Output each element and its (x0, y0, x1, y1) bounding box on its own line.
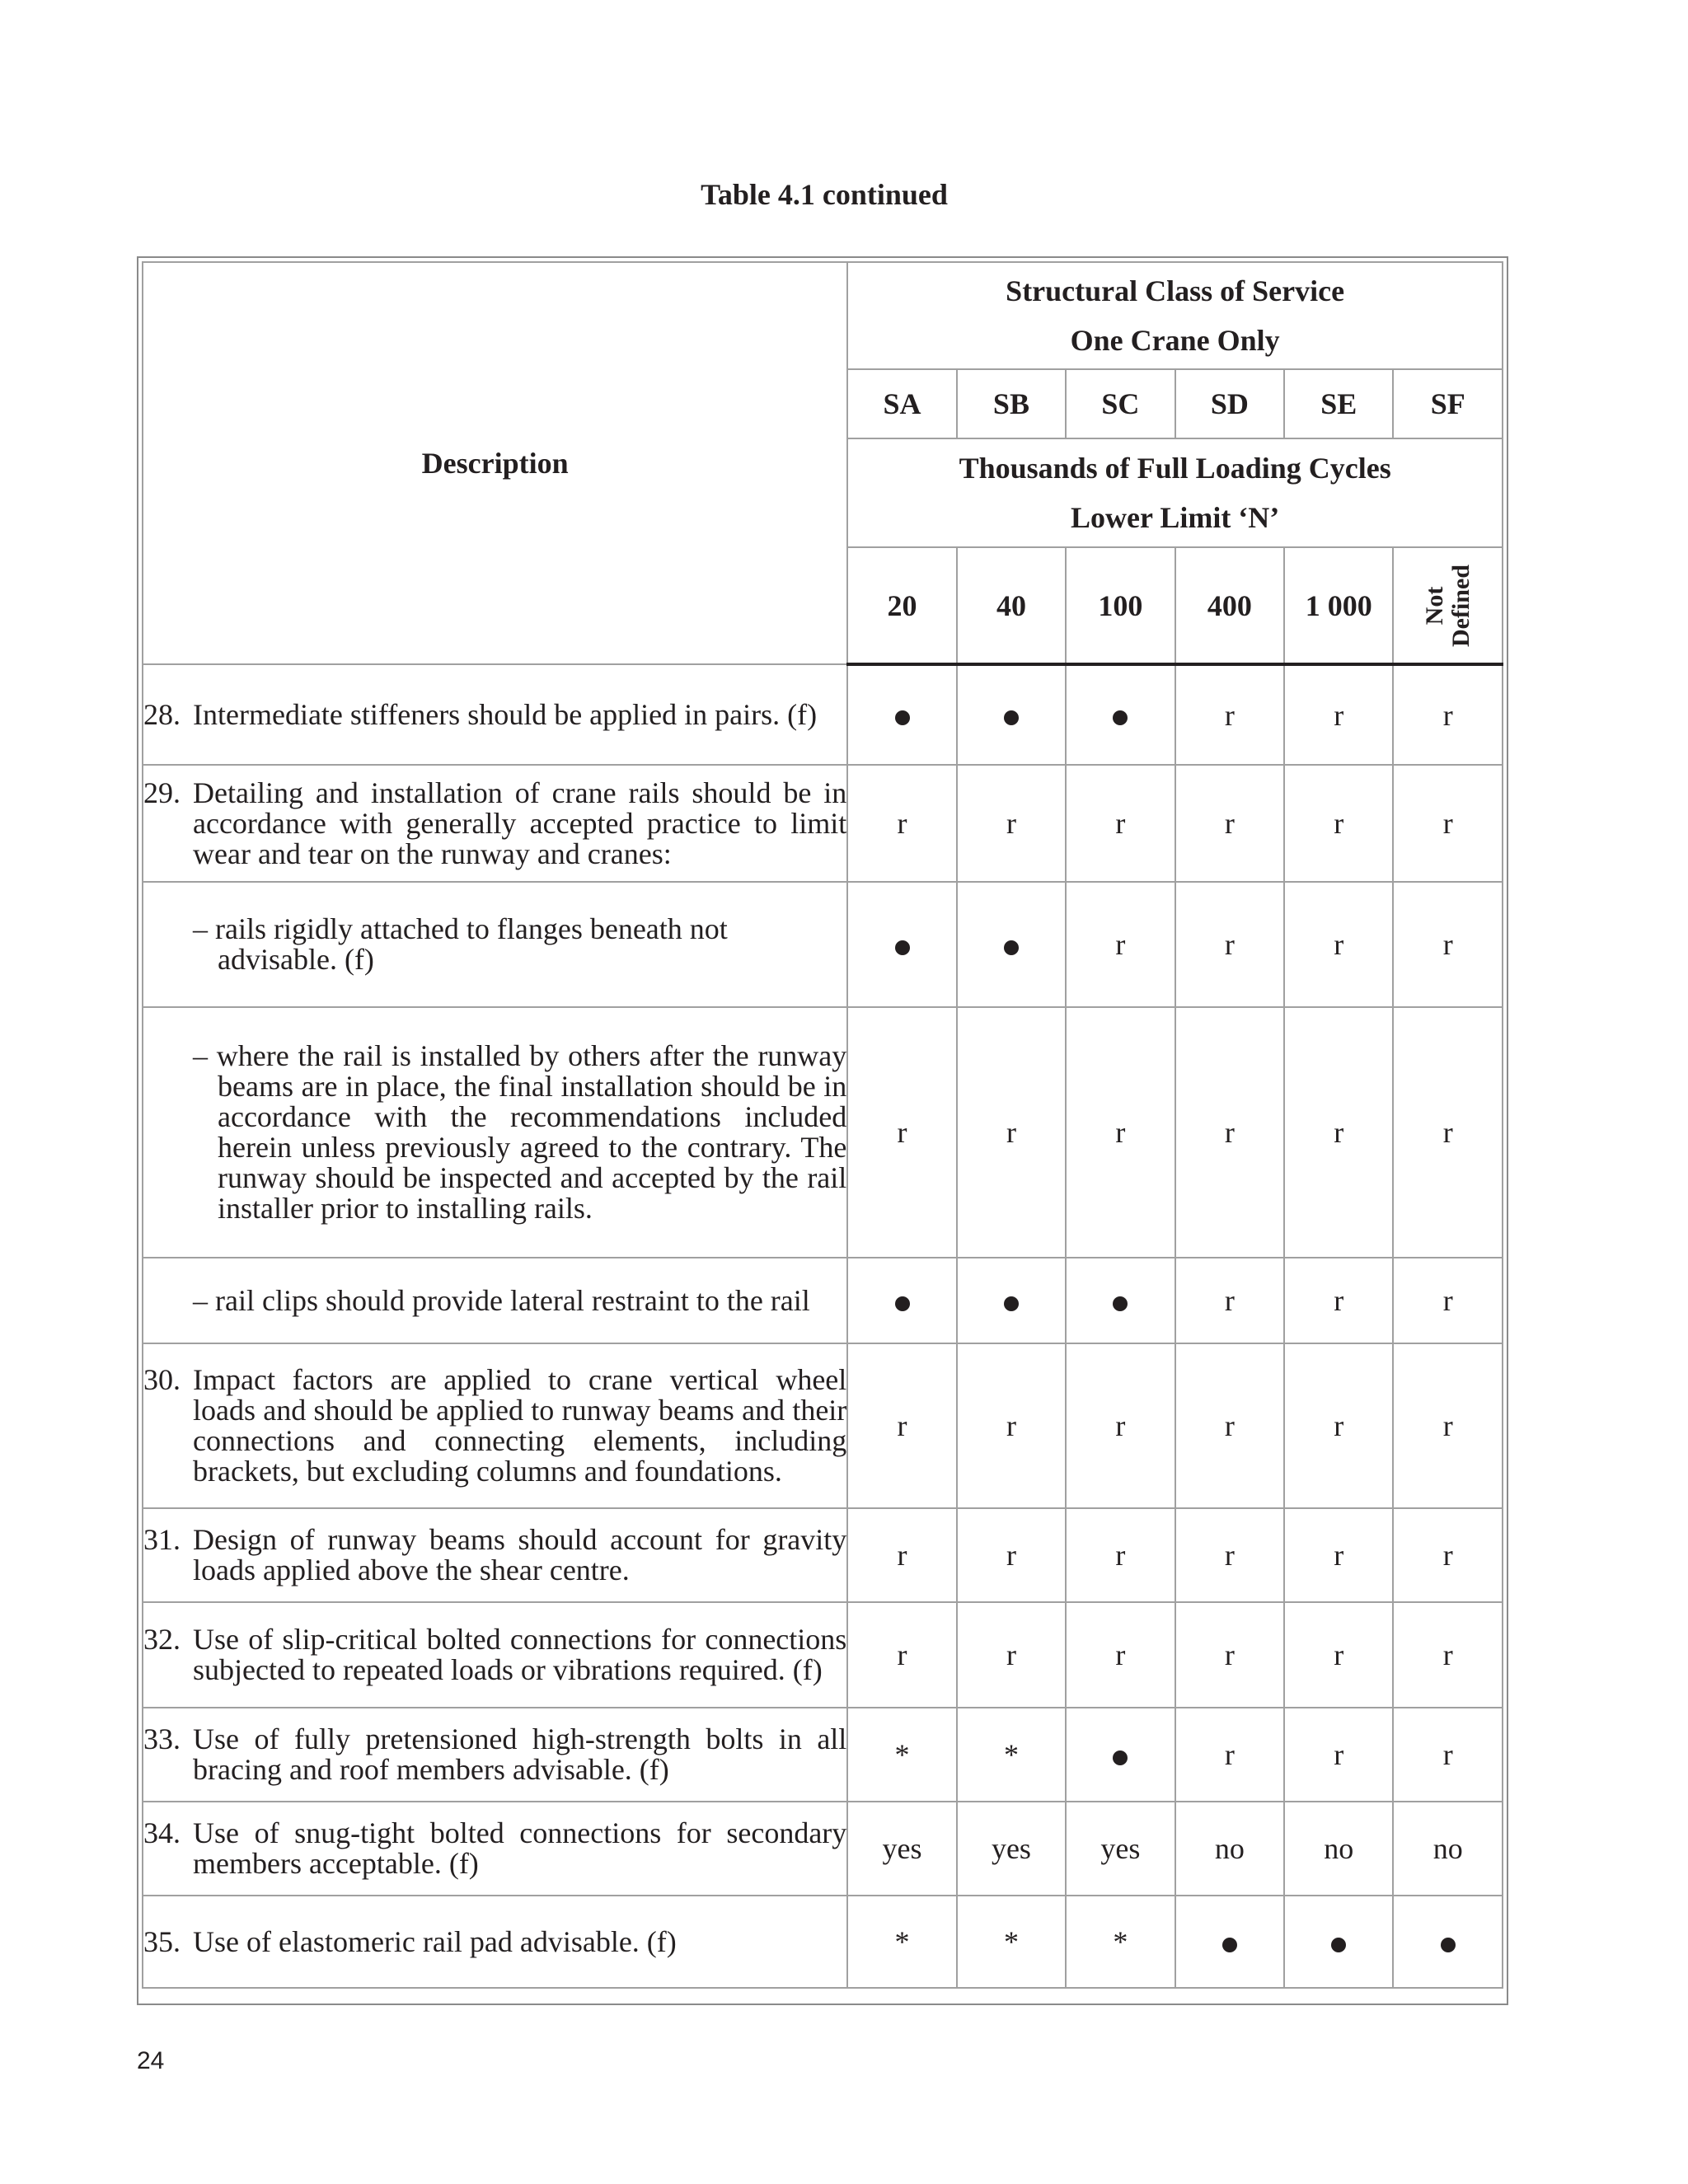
mark-cell (1175, 664, 1284, 765)
mark-cell (1393, 1007, 1503, 1258)
mark-text: r (1334, 807, 1344, 840)
mark-text: r (1224, 1116, 1235, 1149)
row-text: – rail clips should provide lateral restraint to the rail (193, 1283, 810, 1317)
mark-text: r (1442, 1638, 1453, 1671)
mark-cell (1393, 1602, 1503, 1708)
mark-text: r (897, 807, 907, 840)
mark-cell (1284, 1708, 1393, 1802)
class-header-sb: SB (957, 369, 1066, 438)
mark-cell (957, 1508, 1066, 1602)
cycles-header-sd: 400 (1175, 547, 1284, 664)
mark-cell (1066, 1708, 1175, 1802)
class-header-sf: SF (1393, 369, 1503, 438)
loading-cycles-header (847, 438, 1503, 547)
mark-cell (1175, 1343, 1284, 1508)
mark-text: no (1432, 1832, 1463, 1865)
row-description (143, 1343, 847, 1508)
mark-text: r (1334, 1284, 1344, 1317)
mark-cell (847, 1896, 956, 1988)
mark-text: r (1442, 1539, 1453, 1572)
mark-text: r (1334, 928, 1344, 961)
row-description (143, 1508, 847, 1602)
mark-text: r (1224, 1284, 1235, 1317)
mark-cell (957, 1602, 1066, 1708)
filled-circle-icon (1113, 710, 1128, 725)
mark-text: no (1214, 1832, 1245, 1865)
mark-text: r (897, 1116, 907, 1149)
mark-cell (847, 1508, 956, 1602)
mark-text: * (1003, 1925, 1019, 1958)
mark-text: * (894, 1925, 910, 1958)
mark-cell (957, 1258, 1066, 1343)
row-description (143, 765, 847, 882)
mark-text: r (1115, 928, 1126, 961)
filled-circle-icon (1331, 1938, 1346, 1952)
class-header-sa: SA (847, 369, 956, 438)
mark-text: r (897, 1638, 907, 1671)
mark-cell (847, 1007, 956, 1258)
mark-cell (1175, 882, 1284, 1007)
table-title: Table 4.1 continued (701, 178, 948, 211)
mark-cell (1066, 765, 1175, 882)
mark-text: r (1442, 928, 1453, 961)
cycles-header-sa: 20 (847, 547, 956, 664)
mark-text: yes (991, 1832, 1031, 1865)
mark-text: r (1006, 807, 1016, 840)
mark-text: r (1442, 698, 1453, 732)
mark-cell (1066, 664, 1175, 765)
filled-circle-icon (1004, 710, 1019, 725)
mark-text: r (1224, 807, 1235, 840)
row-text: Design of runway beams should account for gravity loads applied above the shear centre. (193, 1523, 847, 1586)
table-row (143, 1708, 1503, 1802)
mark-cell (847, 1708, 956, 1802)
mark-text: r (1115, 1539, 1126, 1572)
row-description (143, 1007, 847, 1258)
mark-cell (1175, 1602, 1284, 1708)
table-body (143, 664, 1503, 1988)
mark-text: r (897, 1409, 907, 1442)
mark-text: r (1334, 1638, 1344, 1671)
mark-cell (1284, 882, 1393, 1007)
mark-text: r (1224, 1409, 1235, 1442)
row-description (143, 664, 847, 765)
row-text: Impact factors are applied to crane vertical wheel loads and should be applied to runway beams and their connections and connecting elements, including brackets, but excluding columns and foundations. (193, 1363, 847, 1488)
mark-text: r (1442, 1116, 1453, 1149)
mark-cell (1393, 882, 1503, 1007)
cycles-header-se: 1 000 (1284, 547, 1393, 664)
table-row (143, 1007, 1503, 1258)
row-text: Use of slip-critical bolted connections for connections subjected to repeated loads or vibrations required. (f) (193, 1623, 847, 1686)
loading-cycles-title: Thousands of Full Loading Cycles (959, 452, 1391, 485)
table-row (143, 1896, 1503, 1988)
mark-cell (847, 765, 956, 882)
mark-text: r (1442, 807, 1453, 840)
mark-cell (1284, 1802, 1393, 1896)
mark-cell (1284, 1896, 1393, 1988)
row-text: Detailing and installation of crane rails should be in accordance with generally accepted practice to limit wear and tear on the runway and cranes: (193, 776, 847, 870)
mark-text: yes (1100, 1832, 1141, 1865)
mark-text: r (1224, 1738, 1235, 1771)
mark-cell (1066, 1258, 1175, 1343)
mark-cell (957, 1896, 1066, 1988)
mark-cell (1175, 1007, 1284, 1258)
filled-circle-icon (1113, 1750, 1128, 1765)
filled-circle-icon (1222, 1938, 1237, 1952)
row-number: 29. (143, 776, 181, 809)
mark-text: * (1003, 1738, 1019, 1771)
table-row (143, 664, 1503, 765)
table-row (143, 765, 1503, 882)
row-description (143, 1896, 847, 1988)
mark-cell (1066, 1343, 1175, 1508)
mark-cell (1284, 1258, 1393, 1343)
mark-cell (1393, 1343, 1503, 1508)
description-header: Description (143, 262, 847, 664)
mark-cell (1175, 1802, 1284, 1896)
mark-text: r (1442, 1738, 1453, 1771)
row-description (143, 882, 847, 1007)
mark-text: * (1113, 1925, 1128, 1958)
cycles-header-sf (1393, 547, 1503, 664)
mark-cell (1284, 1007, 1393, 1258)
mark-text: r (1006, 1409, 1016, 1442)
row-description (143, 1708, 847, 1802)
one-crane-only-title: One Crane Only (1070, 324, 1280, 357)
mark-text: r (897, 1539, 907, 1572)
row-number: 34. (143, 1816, 181, 1849)
mark-text: r (1115, 807, 1126, 840)
mark-cell (1393, 1802, 1503, 1896)
mark-cell (1175, 1508, 1284, 1602)
filled-circle-icon (895, 940, 910, 955)
row-text: Intermediate stiffeners should be applied in pairs. (f) (193, 697, 818, 731)
mark-cell (1066, 882, 1175, 1007)
mark-cell (1393, 1508, 1503, 1602)
row-description (143, 1602, 847, 1708)
row-text: – where the rail is installed by others after the runway beams are in place, the final installation should be in accordance with the recommendations included herein unless previously agreed to the contrary. The runway should be inspected and accepted by the rail installer prior to installing rails. (193, 1039, 847, 1225)
table-row (143, 882, 1503, 1007)
mark-text: r (1334, 1409, 1344, 1442)
mark-cell (1393, 1896, 1503, 1988)
table-row (143, 1802, 1503, 1896)
mark-cell (1175, 1896, 1284, 1988)
cycles-header-sb: 40 (957, 547, 1066, 664)
mark-text: r (1006, 1638, 1016, 1671)
mark-cell (1393, 1708, 1503, 1802)
table-row (143, 1258, 1503, 1343)
mark-cell (957, 1343, 1066, 1508)
mark-cell (1284, 765, 1393, 882)
mark-text: r (1115, 1116, 1126, 1149)
filled-circle-icon (1113, 1296, 1128, 1311)
mark-cell (1393, 1258, 1503, 1343)
mark-cell (847, 1258, 956, 1343)
mark-text: no (1324, 1832, 1354, 1865)
mark-cell (957, 1708, 1066, 1802)
mark-cell (847, 1802, 956, 1896)
structural-class-title: Structural Class of Service (1006, 274, 1345, 307)
mark-cell (1393, 765, 1503, 882)
mark-text: r (1442, 1409, 1453, 1442)
filled-circle-icon (1004, 940, 1019, 955)
row-number: 30. (143, 1363, 181, 1396)
row-description (143, 1258, 847, 1343)
not-defined-label: Not Defined (1420, 564, 1475, 647)
mark-text: r (1115, 1409, 1126, 1442)
filled-circle-icon (895, 710, 910, 725)
row-number: 32. (143, 1623, 181, 1656)
row-number: 33. (143, 1722, 181, 1755)
mark-cell (1393, 664, 1503, 765)
mark-cell (1066, 1508, 1175, 1602)
mark-text: r (1334, 1738, 1344, 1771)
row-number: 31. (143, 1523, 181, 1556)
cycles-header-sc: 100 (1066, 547, 1175, 664)
mark-cell (1284, 664, 1393, 765)
mark-text: r (1334, 1539, 1344, 1572)
mark-cell (1284, 1343, 1393, 1508)
mark-cell (957, 1802, 1066, 1896)
table-row (143, 1508, 1503, 1602)
mark-cell (847, 664, 956, 765)
mark-text: yes (882, 1832, 922, 1865)
mark-cell (1175, 1258, 1284, 1343)
mark-text: r (1224, 1638, 1235, 1671)
mark-cell (847, 882, 956, 1007)
row-text: Use of elastomeric rail pad advisable. (f) (193, 1924, 677, 1958)
structural-class-header (847, 262, 1503, 369)
lower-limit-title: Lower Limit ‘N’ (1071, 501, 1280, 534)
mark-cell (1066, 1602, 1175, 1708)
class-header-se: SE (1284, 369, 1393, 438)
mark-text: r (1224, 698, 1235, 732)
mark-text: r (1442, 1284, 1453, 1317)
class-header-sc: SC (1066, 369, 1175, 438)
row-text: – rails rigidly attached to flanges beneath not advisable. (f) (193, 912, 728, 976)
mark-cell (957, 664, 1066, 765)
mark-text: r (1224, 928, 1235, 961)
mark-text: r (1006, 1116, 1016, 1149)
mark-text: r (1006, 1539, 1016, 1572)
mark-cell (1066, 1896, 1175, 1988)
mark-cell (1284, 1508, 1393, 1602)
mark-cell (957, 1007, 1066, 1258)
mark-text: * (894, 1738, 910, 1771)
mark-cell (847, 1602, 956, 1708)
mark-text: r (1334, 698, 1344, 732)
page-number: 24 (137, 2047, 165, 2074)
service-class-table (142, 261, 1503, 1989)
mark-cell (1066, 1007, 1175, 1258)
mark-cell (957, 765, 1066, 882)
row-number: 28. (143, 697, 181, 731)
filled-circle-icon (1441, 1938, 1456, 1952)
row-text: Use of snug-tight bolted connections for secondary members acceptable. (f) (193, 1816, 847, 1880)
table-row (143, 1602, 1503, 1708)
mark-cell (847, 1343, 956, 1508)
mark-text: r (1334, 1116, 1344, 1149)
mark-text: r (1224, 1539, 1235, 1572)
mark-cell (957, 882, 1066, 1007)
mark-cell (1066, 1802, 1175, 1896)
row-text: Use of fully pretensioned high-strength bolts in all bracing and roof members advisable. (f) (193, 1722, 847, 1786)
filled-circle-icon (895, 1296, 910, 1311)
filled-circle-icon (1004, 1296, 1019, 1311)
mark-text: r (1115, 1638, 1126, 1671)
mark-cell (1284, 1602, 1393, 1708)
row-description (143, 1802, 847, 1896)
row-number: 35. (143, 1924, 181, 1958)
mark-cell (1175, 1708, 1284, 1802)
class-header-sd: SD (1175, 369, 1284, 438)
mark-cell (1175, 765, 1284, 882)
table-row (143, 1343, 1503, 1508)
